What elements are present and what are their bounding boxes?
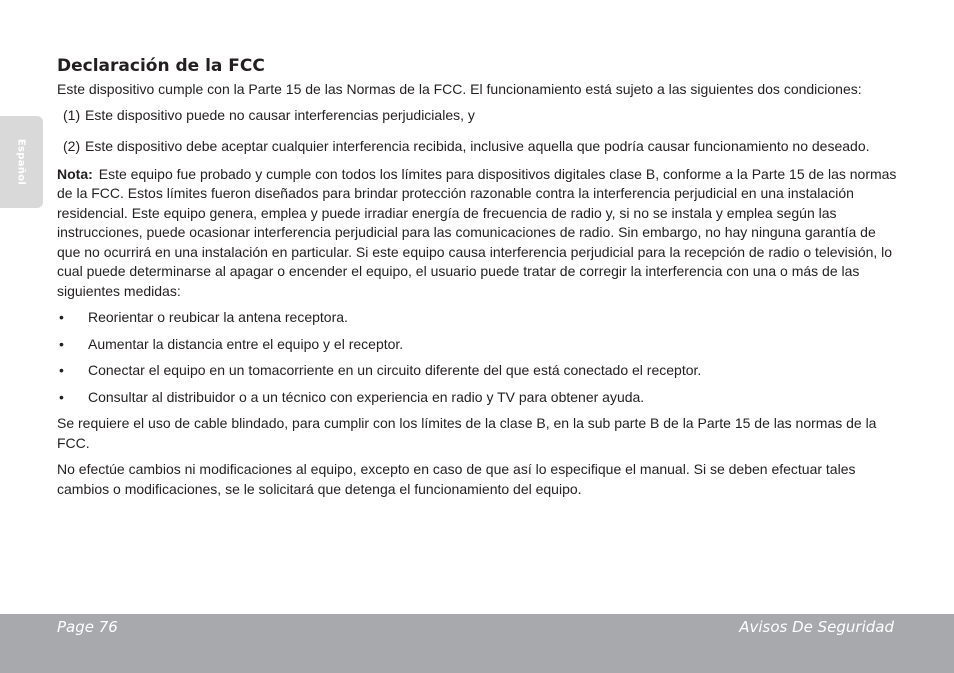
list-item (57, 308, 897, 328)
page-footer (0, 614, 954, 673)
bullet-icon: • (59, 309, 64, 325)
shielded-cable-paragraph: Se requiere el uso de cable blindado, para cumplir con los límites de la clase B, en la sub parte B de la Parte 15 de las normas de la FCC. (57, 415, 877, 451)
section-heading: Declaración de la FCC (57, 56, 265, 76)
condition-item (63, 106, 897, 126)
list-item-text: Reorientar o reubicar la antena receptora. (88, 309, 348, 325)
condition-text: Este dispositivo debe aceptar cualquier interferencia recibida, inclusive aquella que podría causar funcionamiento no deseado. (85, 138, 870, 154)
list-item-text: Conectar el equipo en un tomacorriente en un circuito diferente del que está conectado el receptor. (88, 362, 702, 378)
note-text: Este equipo fue probado y cumple con todos los límites para dispositivos digitales clase B, conforme a la Parte 15 de las normas de la FCC. Estos límites fueron diseñados para brindar protección razonable contra la interferencia perjudicial en una instalación residencial. Este equipo genera, emplea y puede irradiar energía de frecuencia de radio y, si no se instala y emplea según las instrucciones, puede ocasionar interferencia perjudicial para las comunicaciones de radio. Sin embargo, no hay ninguna garantía de que no ocurrirá en una instalación en particular. Si este equipo causa interferencia perjudicial para la recepción de radio o televisión, lo cual puede determinarse al apagar o encender el equipo, el usuario puede tratar de corregir la interferencia con una o más de las siguientes medidas: (57, 165, 897, 299)
condition-text: Este dispositivo puede no causar interferencias perjudiciales, y (85, 106, 475, 123)
list-item (57, 388, 897, 408)
list-item-text: Aumentar la distancia entre el equipo y el receptor. (88, 335, 404, 352)
bullet-icon: • (59, 388, 64, 405)
bullet-icon: • (59, 335, 64, 352)
condition-item (63, 137, 897, 157)
page-number: Page 76 (57, 618, 118, 636)
list-item (57, 361, 897, 381)
bullet-icon: • (59, 362, 64, 378)
intro-paragraph: Este dispositivo cumple con la Parte 15 de las Normas de la FCC. El funcionamiento está sujeto a las siguientes dos condiciones: (57, 81, 862, 97)
condition-number: (2) (63, 138, 81, 154)
list-item-text: Consultar al distribuidor o a un técnico con experiencia en radio y TV para obtener ayuda. (88, 388, 645, 405)
measures-list (57, 308, 897, 407)
language-tab (0, 116, 43, 208)
no-changes-paragraph: No efectúe cambios ni modificaciones al equipo, excepto en caso de que así lo especifique el manual. Si se deben efectuar tales cambios o modificaciones, se le solicitará que detenga el funcionamiento del equipo. (57, 461, 856, 497)
language-tab-label: Español (15, 138, 27, 186)
list-item (57, 335, 897, 355)
document-body (57, 54, 897, 499)
section-name: Avisos De Seguridad (739, 618, 894, 636)
note-paragraph (57, 165, 897, 302)
condition-number: (1) (63, 106, 81, 123)
note-label: Nota: (57, 165, 93, 182)
